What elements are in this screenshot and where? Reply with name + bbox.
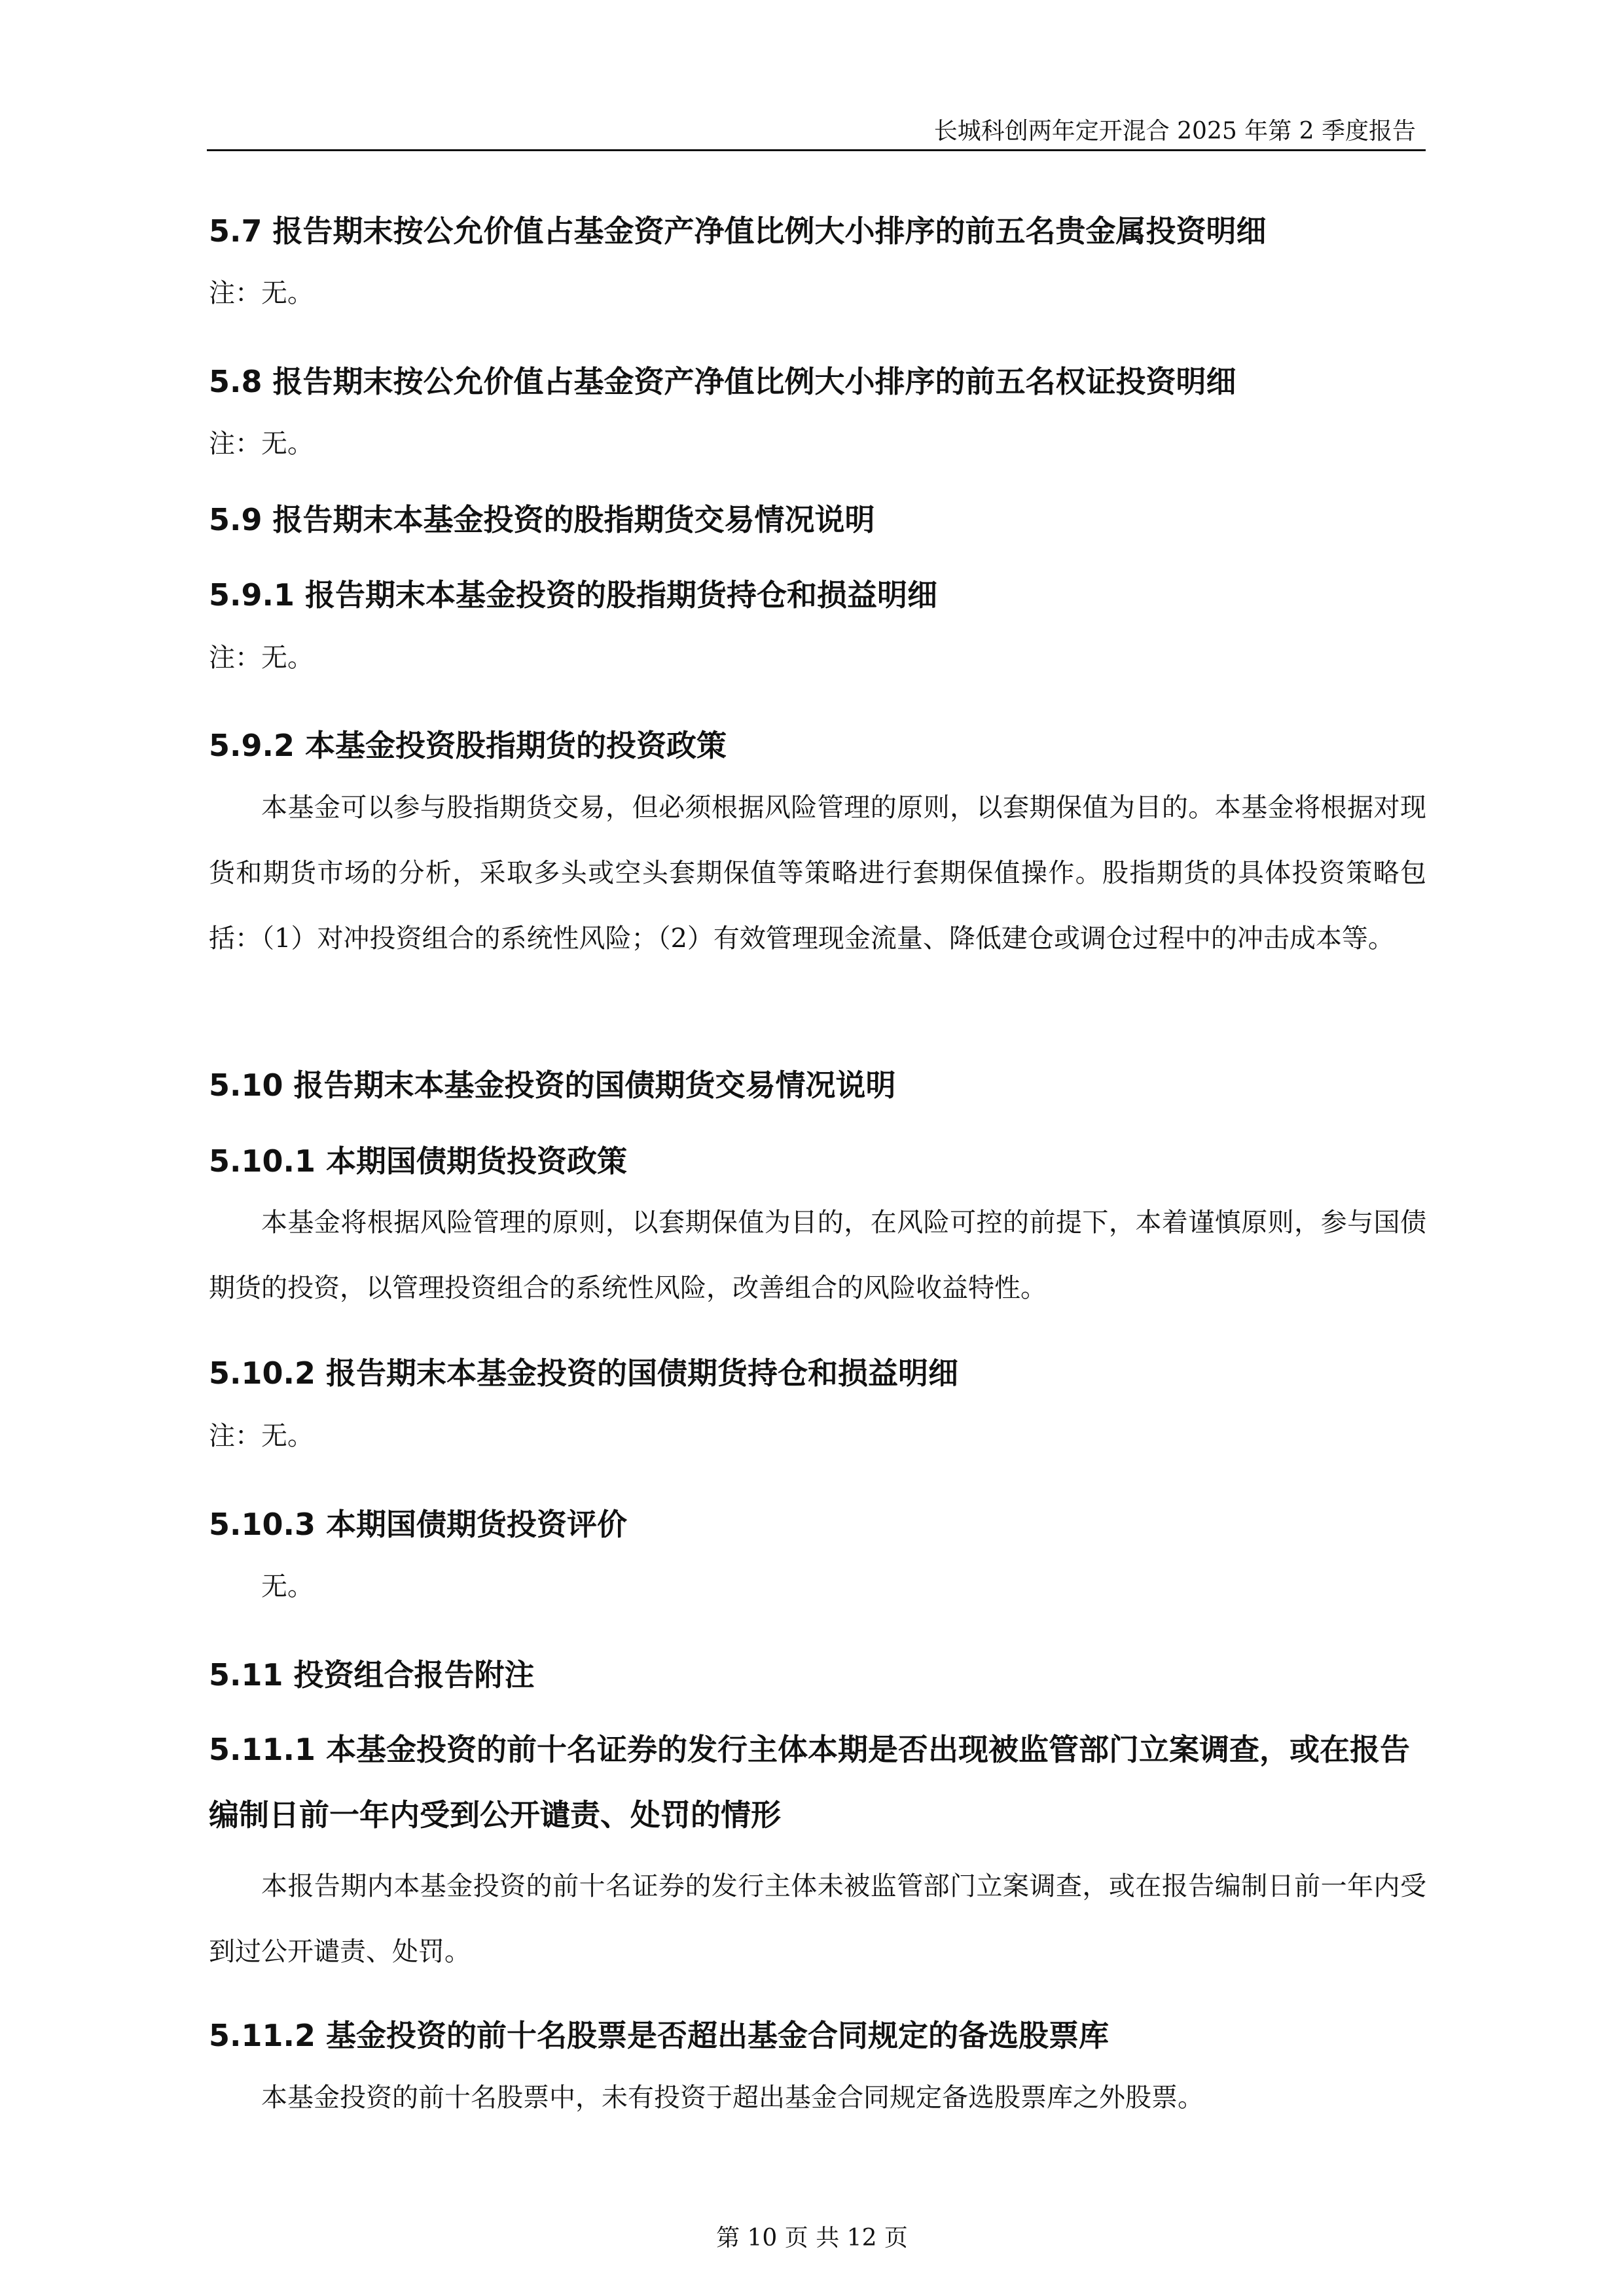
note-5-10-2: 注：无。 xyxy=(209,1421,314,1451)
heading-5-7: 5.7 报告期末按公允价值占基金资产净值比例大小排序的前五名贵金属投资明细 xyxy=(209,213,1267,249)
paragraph-5-10-3: 无。 xyxy=(261,1571,314,1602)
heading-5-10-2: 5.10.2 报告期末本基金投资的国债期货持仓和损益明细 xyxy=(209,1355,958,1391)
heading-5-9-2: 5.9.2 本基金投资股指期货的投资政策 xyxy=(209,728,727,763)
header-divider xyxy=(207,149,1426,151)
note-5-7: 注：无。 xyxy=(209,278,314,308)
paragraph-5-9-2: 本基金可以参与股指期货交易，但必须根据风险管理的原则，以套期保值为目的。本基金将根据对现货和期货市场的分析，采取多头或空头套期保值等策略进行套期保值操作。股指期货的具体投资策略包括：（1）对冲投资组合的系统性风险；（2）有效管理现金流量、降低建仓或调仓过程中的冲击成本等。 xyxy=(209,793,1426,954)
note-5-8: 注：无。 xyxy=(209,429,314,459)
heading-5-9: 5.9 报告期末本基金投资的股指期货交易情况说明 xyxy=(209,502,875,537)
paragraph-5-11-1: 本报告期内本基金投资的前十名证券的发行主体未被监管部门立案调查，或在报告编制日前一年内受到过公开谴责、处罚。 xyxy=(209,1871,1426,1967)
paragraph-5-10-1: 本基金将根据风险管理的原则，以套期保值为目的，在风险可控的前提下，本着谨慎原则，参与国债期货的投资，以管理投资组合的系统性风险，改善组合的风险收益特性。 xyxy=(209,1208,1426,1303)
paragraph-5-11-2: 本基金投资的前十名股票中，未有投资于超出基金合同规定备选股票库之外股票。 xyxy=(261,2083,1204,2113)
page-number: 第 10 页 共 12 页 xyxy=(716,2225,908,2251)
heading-5-11: 5.11 投资组合报告附注 xyxy=(209,1657,535,1693)
heading-5-10: 5.10 报告期末本基金投资的国债期货交易情况说明 xyxy=(209,1067,896,1103)
heading-5-9-1: 5.9.1 报告期末本基金投资的股指期货持仓和损益明细 xyxy=(209,577,937,613)
heading-5-10-3: 5.10.3 本期国债期货投资评价 xyxy=(209,1507,627,1542)
note-5-9-1: 注：无。 xyxy=(209,643,314,673)
heading-5-10-1: 5.10.1 本期国债期货投资政策 xyxy=(209,1143,627,1179)
heading-5-8: 5.8 报告期末按公允价值占基金资产净值比例大小排序的前五名权证投资明细 xyxy=(209,364,1236,399)
running-header: 长城科创两年定开混合 2025 年第 2 季度报告 xyxy=(933,118,1416,145)
heading-5-11-1: 5.11.1 本基金投资的前十名证券的发行主体本期是否出现被监管部门立案调查，或在报告编制日前一年内受到公开谴责、处罚的情形 xyxy=(209,1732,1410,1833)
heading-5-11-2: 5.11.2 基金投资的前十名股票是否超出基金合同规定的备选股票库 xyxy=(209,2018,1109,2053)
